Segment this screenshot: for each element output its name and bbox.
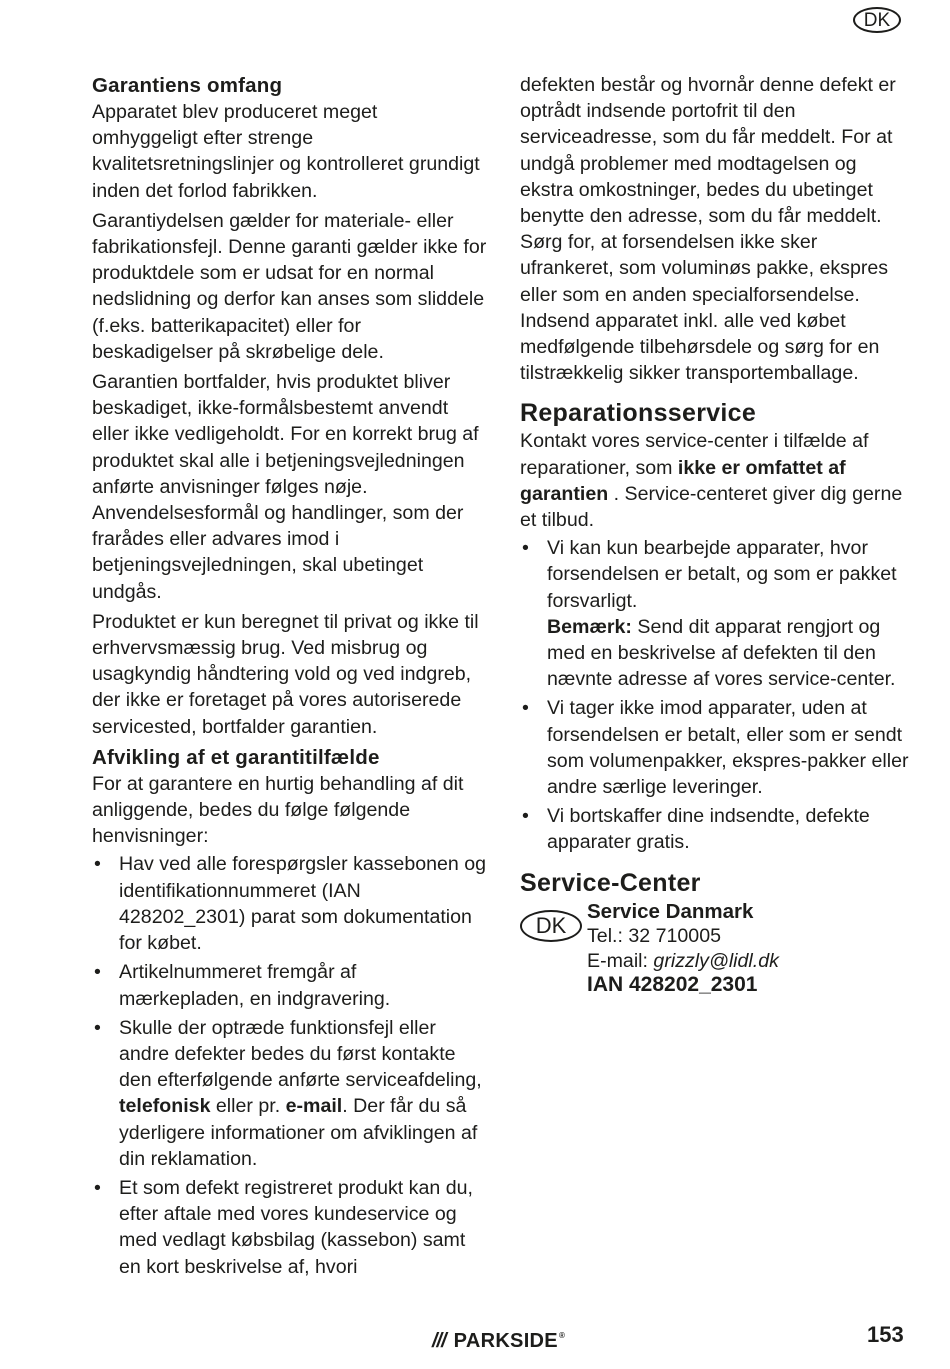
service-contact-block [520,900,915,998]
section-title-repair-service: Reparationsservice [520,399,757,428]
list-item-text: Vi bortskaffer dine indsendte, defekte apparater gratis. [547,805,870,854]
list-item-text: eller pr. [210,1095,286,1118]
service-contact-lines [587,900,779,998]
parkside-logo [432,1330,565,1353]
list-item-text: Vi tager ikke imod apparater, uden at forsendelsen er betalt, eller som er sendt som volumenpakker, ekspres-pakker eller andre særlige leveringer. [547,697,909,799]
text: . Service-centeret giver dig gerne et tilbud. [520,482,903,532]
bullet-icon: • [94,1176,101,1199]
left-column [92,72,487,1283]
bullet-icon: • [522,697,529,720]
list-item [520,695,915,800]
section-title-warranty-scope: Garantiens omfang [92,74,283,97]
bold-phone: telefonisk [119,1095,211,1118]
paragraph: Garantien bortfalder, hvis produktet bliver beskadiget, ikke-formålsbestemt anvendt eller ikke vedligeholdt. For en korrekt brug af produktet skal alle i betjeningsvejledningen anførte anvisninger følges nøje. Anvendelsesformål og handlinger, som der frarådes eller advares imod i betjeningsvejledningen, skal ubetinget undgås. [92,371,479,603]
list-item-text: Artikelnummeret fremgår af mærkepladen, en indgravering. [119,961,391,1010]
list-item-text: Hav ved alle forespørgsler kassebonen og identifikationnummeret (IAN 428202_2301) parat som dokumentation for købet. [119,853,487,955]
service-email-line [587,949,779,974]
bullet-icon: • [94,853,101,876]
paragraph: For at garantere en hurtig behandling af dit anliggende, bedes du følge følgende henvisninger: [92,772,464,848]
paragraph [520,428,915,533]
bold-email: e-mail [285,1095,343,1118]
section-title-warranty-claim: Afvikling af et garantitilfælde [92,745,380,769]
email-label: E-mail: [587,949,654,972]
list-item [92,851,487,956]
language-badge-dk: DK [853,7,901,33]
bullet-icon: • [522,805,529,828]
registered-mark: ® [558,1331,566,1340]
bullet-list [520,535,915,855]
logo-slashes-icon: /// [432,1330,446,1352]
list-item-text: Vi kan kun bearbejde apparater, hvor forsendelsen er betalt, og som er pakket forsvarligt. [547,537,897,612]
page-number: 153 [867,1322,904,1347]
paragraph: Garantiydelsen gælder for materiale- eller fabrikationsfejl. Denne garanti gælder ikke for produktdele som er udsat for en normal nedslidning og derfor kan anses som sliddele (f.eks. batterikapacitet) eller for beskadigelser på skrøbelige dele. [92,209,487,363]
paragraph: Apparatet blev produceret meget omhyggeligt efter strenge kvalitetsretningslinjer og kontrolleret grundigt inden det forlod fabrikken. [92,101,480,202]
list-item-text: . Der får du så yderligere informationer om afviklingen af din reklamation. [119,1095,478,1170]
service-name: Service Danmark [587,899,754,923]
list-item-text: Et som defekt registreret produkt kan du, efter aftale med vores kundeservice og med vedlagt købsbilag (kassebon) samt en kort beskrivelse af, hvori [119,1176,473,1278]
section-title-service-center: Service-Center [520,868,701,897]
brand-name: PARKSIDE [453,1330,558,1352]
bullet-icon: • [522,537,529,560]
bullet-list [92,851,487,1279]
list-item [92,959,487,1011]
paragraph-continuation: defekten består og hvornår denne defekt er optrådt indsende portofrit til den serviceadresse, som du får meddelt. For at undgå problemer med modtagelsen og ekstra omkostninger, bedes du ubetinget benytte den adresse, som du får meddelt. Sørg for, at forsendelsen ikke sker ufrankeret, som voluminøs pakke, ekspres eller som en anden specialforsendelse. Indsend apparatet inkl. alle ved købet medfølgende tilbehørsdele og sørg for en tilstrækkelig sikker transportemballage. [520,74,896,385]
bullet-icon: • [94,1016,101,1039]
paragraph: Produktet er kun beregnet til privat og ikke til erhvervsmæssig brug. Ved misbrug og usagkyndig håndtering vold og ved indgreb, der ikke er foretaget på vores autoriserede servicested, bortfalder garantien. [92,610,479,738]
list-item [92,1175,487,1280]
right-column [520,72,915,998]
text: Kontakt vores service-center i tilfælde af reparationer, som [520,430,869,479]
list-item-text: Skulle der optræde funktionsfejl eller andre defekter bedes du først kontakte den efterfølgende anførte serviceafdeling, [119,1016,482,1092]
note-text: Send dit apparat rengjort og med en beskrivelse af defekten til den nævnte adresse af vores service-center. [547,615,896,691]
ian-number: IAN 428202_2301 [587,973,758,997]
list-item [92,1015,487,1172]
service-phone[interactable]: Tel.: 32 710005 [587,925,721,948]
note-label: Bemærk: [547,615,632,638]
email-link[interactable]: grizzly@lidl.dk [653,949,779,972]
list-item [520,803,915,855]
country-badge-dk: DK [520,910,582,942]
bullet-icon: • [94,961,101,984]
bold-not-covered: ikke er omfattet af garantien [520,456,846,505]
list-item [520,535,915,692]
